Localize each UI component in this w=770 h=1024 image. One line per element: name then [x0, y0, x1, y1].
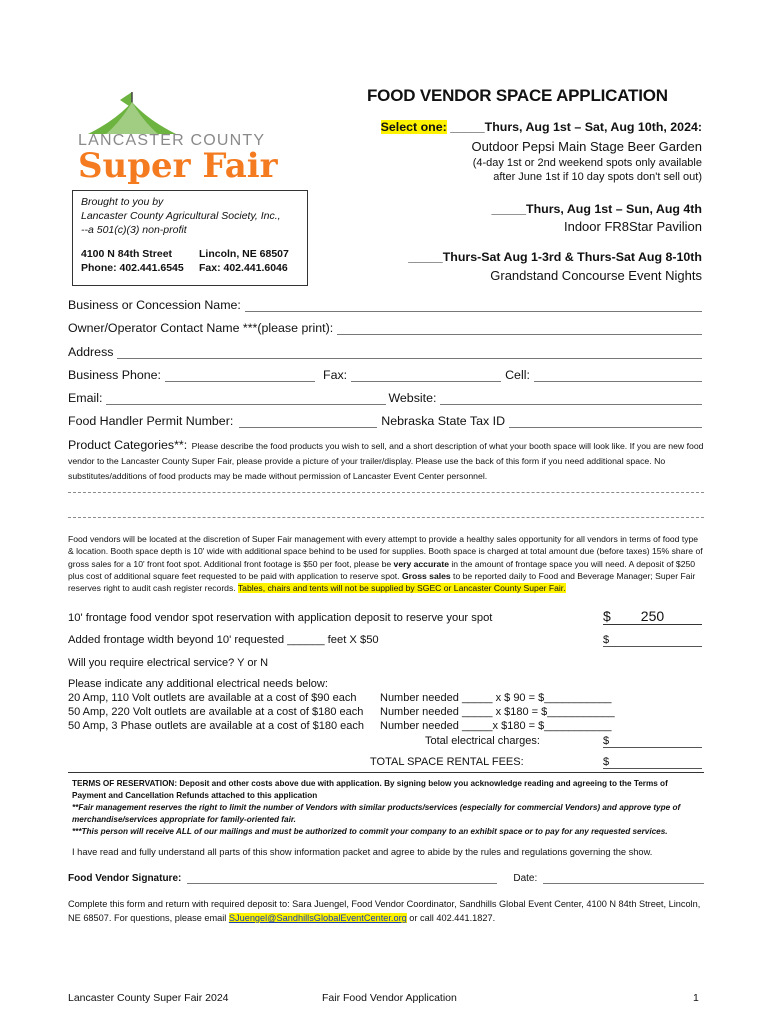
- field-owner: [68, 321, 702, 335]
- date-input[interactable]: [543, 873, 704, 884]
- policy-gross-sales: Gross sales: [401, 570, 451, 581]
- phone-label: Business Phone:: [68, 368, 161, 382]
- deposit-currency: $: [603, 608, 611, 624]
- total-electric-currency: $: [603, 735, 610, 747]
- product-categories: [68, 438, 704, 483]
- sponsor-box: [72, 190, 308, 286]
- cell-input[interactable]: [534, 371, 702, 382]
- electric-number-3[interactable]: Number needed _____x $180 = $___________: [380, 720, 612, 732]
- field-permit: [68, 414, 702, 428]
- option3-venue: Grandstand Concourse Event Nights: [490, 268, 702, 283]
- select-one-row: [367, 120, 702, 134]
- electric-option-3: 50 Amp, 3 Phase outlets are available at a cost of $180 each: [68, 720, 364, 732]
- option1-venue: Outdoor Pepsi Main Stage Beer Garden: [471, 139, 702, 154]
- total-fees-label: TOTAL SPACE RENTAL FEES:: [370, 756, 524, 768]
- email-input[interactable]: [106, 394, 386, 405]
- logo-county: LANCASTER COUNTY: [78, 132, 266, 149]
- fax-label: Fax:: [323, 368, 348, 382]
- logo-brand: Super Fair: [78, 146, 278, 186]
- website-label: Website:: [388, 391, 437, 405]
- sponsor-city: Lincoln, NE 68507: [199, 248, 289, 260]
- address-label: Address: [68, 345, 114, 359]
- deposit-amount: [603, 608, 702, 625]
- option3-dates[interactable]: _____Thurs-Sat Aug 1-3rd & Thurs-Sat Aug 8-10th: [408, 250, 702, 264]
- policy-text-3: to be reported daily to Food and Beverage Manager; Super Fair reserves right to audit cash register records.: [68, 570, 696, 594]
- terms-note-3: ***This person will receive ALL of our mailings and must be authorized to commit your company to an exhibit space or to pay for any requested services.: [72, 827, 668, 836]
- contact-email-link[interactable]: SJuengel@SandhillsGlobalEventCenter.org: [228, 913, 407, 923]
- sponsor-line-2: Lancaster County Agricultural Society, Inc.,: [81, 210, 281, 222]
- cell-label: Cell:: [505, 368, 530, 382]
- field-email: [68, 391, 702, 405]
- footer-center: Fair Food Vendor Application: [322, 992, 457, 1004]
- business-input[interactable]: [245, 301, 702, 312]
- phone-input[interactable]: [165, 371, 315, 382]
- policy-paragraph: [68, 533, 704, 594]
- divider: [68, 772, 704, 773]
- address-input[interactable]: [117, 348, 702, 359]
- frontage-line: Added frontage width beyond 10' requested ______ feet X $50: [68, 634, 379, 646]
- sponsor-phone: Phone: 402.441.6545: [81, 262, 184, 274]
- option2-dates[interactable]: _____Thurs, Aug 1st – Sun, Aug 4th: [491, 202, 702, 216]
- page-title: FOOD VENDOR SPACE APPLICATION: [367, 86, 668, 105]
- option1-dates[interactable]: _____Thurs, Aug 1st – Sat, Aug 10th, 2024:: [450, 120, 702, 134]
- total-fees-amount[interactable]: [603, 756, 702, 769]
- business-label: Business or Concession Name:: [68, 298, 241, 312]
- product-line-1[interactable]: [68, 487, 704, 493]
- permit-label: Food Handler Permit Number:: [68, 414, 234, 428]
- total-electric-label: Total electrical charges:: [425, 735, 540, 747]
- sponsor-line-3: --a 501(c)(3) non-profit: [81, 224, 187, 236]
- electric-number-2[interactable]: Number needed _____ x $180 = $___________: [380, 706, 615, 718]
- option1-note-1: (4-day 1st or 2nd weekend spots only available: [472, 157, 702, 169]
- footer-page-number: 1: [693, 992, 699, 1004]
- acknowledgement: I have read and fully understand all parts of this show information packet and agree to abide by the rules and regulations governing the show.: [72, 847, 653, 857]
- signature-input[interactable]: [187, 873, 497, 884]
- option1-note-2: after June 1st if 10 day spots don't sell out): [493, 171, 702, 183]
- product-text: Please describe the food products you wish to sell, and a short description of what your booth space will look like. If you are new food vendor to the Lancaster County Super Fair, please provide a picture of your trailer/display. Please use the back of this form if you need additional space. No substitutes/additions of food products may be made without permission of Lancaster Event Center personnel.: [68, 441, 704, 481]
- deposit-value: 250: [640, 608, 665, 624]
- permit-input[interactable]: [239, 417, 377, 428]
- taxid-input[interactable]: [509, 417, 702, 428]
- policy-tables-note: Tables, chairs and tents will not be supplied by SGEC or Lancaster County Super Fair.: [237, 583, 566, 594]
- option2-venue: Indoor FR8Star Pavilion: [563, 219, 702, 234]
- contact-text: [68, 897, 702, 925]
- owner-label: Owner/Operator Contact Name ***(please print):: [68, 321, 334, 335]
- fair-logo: [76, 82, 286, 186]
- field-address: [68, 345, 702, 359]
- frontage-currency: $: [603, 634, 610, 646]
- total-electric-amount[interactable]: [603, 735, 702, 748]
- electric-option-2: 50 Amp, 220 Volt outlets are available at a cost of $180 each: [68, 706, 364, 718]
- field-phones: [68, 368, 702, 382]
- terms-note-2: **Fair management reserves the right to limit the number of Vendors with similar products/services (especially for commercial Vendors) and approve type of merchandise/services appropriate for family-oriented fair.: [72, 803, 681, 824]
- footer-left: Lancaster County Super Fair 2024: [68, 992, 229, 1004]
- policy-very-accurate: very accurate: [393, 558, 449, 569]
- taxid-label: Nebraska State Tax ID: [381, 414, 506, 428]
- terms-text: TERMS OF RESERVATION: Deposit and other costs above due with application. By signing below you acknowledge reading and agreeing to the Terms of Payment and Cancellation Refunds attached to this application: [72, 779, 668, 800]
- deposit-line: 10' frontage food vendor spot reservation with application deposit to reserve your spot: [68, 612, 493, 624]
- contact-text-1: Complete this form and return with required deposit to: Sara Juengel, Food Vendor Coordinator, Sandhills Global Event Center, 4100 N 84th Street, Lincoln, NE 68507. For questions, please email: [68, 899, 701, 923]
- contact-text-2: or call 402.441.1827.: [406, 913, 496, 923]
- sponsor-street: 4100 N 84th Street: [81, 248, 173, 260]
- total-fees-currency: $: [603, 756, 610, 768]
- electric-intro: Please indicate any additional electrical needs below:: [68, 678, 328, 690]
- owner-input[interactable]: [337, 324, 702, 335]
- website-input[interactable]: [440, 394, 702, 405]
- policy-text-1: Food vendors will be located at the discretion of Super Fair management with every attempt to provide a healthy sales opportunity for all vendors in terms of food type & location. Booth space depth is 10' wide with additional space behind to be used for supplies. Booth space is charged at total amount due (before taxes) 15% share of gross sales for a 10' front foot spot. Additional front footage is $50 per foot, please be: [68, 534, 703, 569]
- sponsor-fax: Fax: 402.441.6046: [199, 262, 288, 274]
- product-label: Product Categories**:: [68, 438, 188, 452]
- field-business: [68, 298, 702, 312]
- frontage-amount[interactable]: [603, 634, 702, 647]
- product-line-2[interactable]: [68, 512, 704, 518]
- electric-option-1: 20 Amp, 110 Volt outlets are available at a cost of $90 each: [68, 692, 357, 704]
- sponsor-line-1: Brought to you by: [81, 196, 164, 208]
- electric-question[interactable]: Will you require electrical service? Y or N: [68, 657, 269, 669]
- signature-row: [68, 873, 704, 884]
- date-label: Date:: [513, 873, 538, 884]
- policy-text-2: in the amount of frontage space you will need. A deposit of $250 plus cost of additional square feet requested to be paid with application to reserve spot.: [68, 558, 696, 581]
- electric-number-1[interactable]: Number needed _____ x $ 90 = $___________: [380, 692, 612, 704]
- fax-input[interactable]: [351, 371, 501, 382]
- select-one-label: Select one:: [380, 120, 447, 134]
- email-label: Email:: [68, 391, 103, 405]
- signature-label: Food Vendor Signature:: [68, 873, 182, 884]
